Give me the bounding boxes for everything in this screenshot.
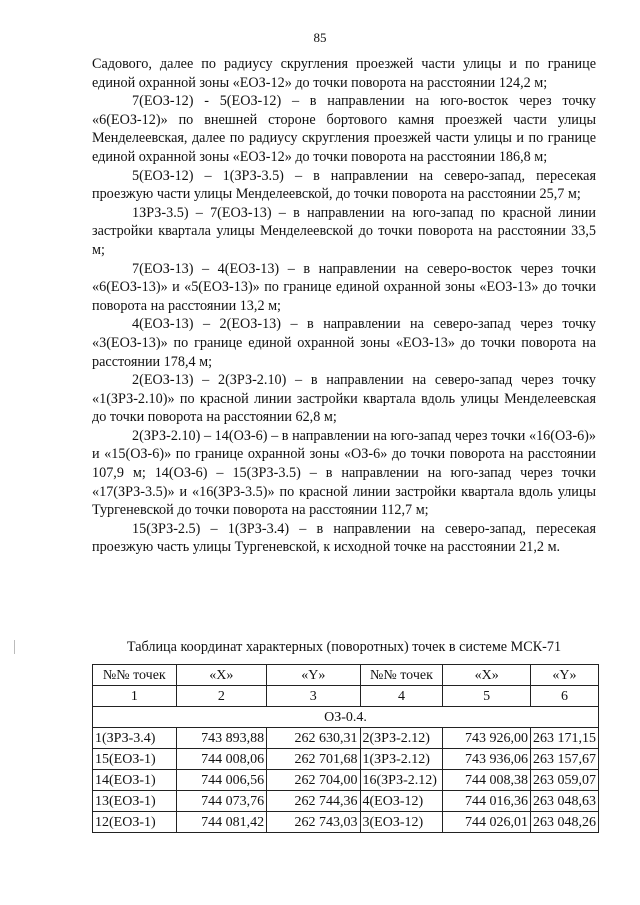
column-number: 5	[443, 686, 531, 707]
table-row	[93, 812, 599, 833]
header-cell: №№ точек	[93, 665, 177, 686]
column-number-row	[93, 686, 599, 707]
page-number: 85	[313, 30, 327, 45]
paragraph: 2(ЗРЗ-2.10) – 14(ОЗ-6) – в направлении на юго-запад через точки «16(ОЗ-6)» и «15(ОЗ-6)» по границе охранной зоны «ОЗ-6» до точки поворота на расстоянии 107,9 м; 14(ОЗ-6) – 15(ЗРЗ-3.5) – в направлении на юго-запад через точки «17(ЗРЗ-3.5)» и «16(ЗРЗ-3.5)» по красной линии застройки квартала вдоль улицы Тургеневской до точки поворота на расстоянии 112,7 м;	[92, 427, 596, 519]
header-cell: «Y»	[530, 665, 598, 686]
point-id: 1(ЗРЗ-2.12)	[360, 749, 443, 770]
paragraph: 4(ЕОЗ-13) – 2(ЕОЗ-13) – в направлении на северо-запад через точку «3(ЕОЗ-13)» по границе единой охранной зоны «ЕОЗ-13» до точки поворота на расстоянии 178,4 м;	[92, 316, 596, 370]
y-coordinate: 262 630,31	[267, 728, 360, 749]
y-coordinate: 262 743,03	[267, 812, 360, 833]
table-row	[93, 791, 599, 812]
column-number: 1	[93, 686, 177, 707]
section-row	[93, 707, 599, 728]
point-id: 4(ЕОЗ-12)	[360, 791, 443, 812]
y-coordinate: 263 171,15	[530, 728, 598, 749]
table-header-row	[93, 665, 599, 686]
paragraph: 5(ЕОЗ-12) – 1(ЗРЗ-3.5) – в направлении на северо-запад, пересекая проезжую части улицы Менделеевской, до точки поворота на расстоянии 25,7 м;	[92, 167, 596, 203]
table-caption: Таблица координат характерных (поворотных) точек в системе МСК-71	[126, 639, 562, 655]
header-cell: «X»	[443, 665, 531, 686]
column-number: 2	[176, 686, 266, 707]
margin-mark	[14, 640, 15, 654]
paragraph: 1ЗРЗ-3.5) – 7(ЕОЗ-13) – в направлении на юго-запад по красной линии застройки квартала улицы Менделеевской до точки поворота на расстоянии 33,5 м;	[92, 204, 596, 258]
y-coordinate: 263 157,67	[530, 749, 598, 770]
x-coordinate: 743 936,06	[443, 749, 531, 770]
point-id: 16(ЗРЗ-2.12)	[360, 770, 443, 791]
point-id: 15(ЕОЗ-1)	[93, 749, 177, 770]
x-coordinate: 744 016,36	[443, 791, 531, 812]
point-id: 1(ЗРЗ-3.4)	[93, 728, 177, 749]
point-id: 14(ЕОЗ-1)	[93, 770, 177, 791]
header-cell: «Y»	[267, 665, 360, 686]
point-id: 2(ЗРЗ-2.12)	[360, 728, 443, 749]
coordinates-table	[92, 664, 599, 833]
x-coordinate: 744 006,56	[176, 770, 266, 791]
paragraph: 7(ЕОЗ-12) - 5(ЕОЗ-12) – в направлении на юго-восток через точку «6(ЕОЗ-12)» по внешней стороне бортового камня проезжей части улицы Менделеевская, далее по радиусу скругления проезжей части улицы и по границе единой охранной зоны «ЕОЗ-12» до точки поворота на расстоянии 186,8 м;	[92, 93, 596, 165]
paragraph: 15(ЗРЗ-2.5) – 1(ЗРЗ-3.4) – в направлении на северо-запад, пересекая проезжую часть улицы Тургеневской, к исходной точке на расстоянии 21,2 м.	[92, 520, 596, 556]
paragraph: 2(ЕОЗ-13) – 2(ЗРЗ-2.10) – в направлении на северо-запад через точку «1(ЗРЗ-2.10)» по красной линии застройки квартала вдоль улицы Менделеевская до точки поворота на расстоянии 62,8 м;	[92, 372, 596, 426]
x-coordinate: 744 008,06	[176, 749, 266, 770]
paragraph: Садового, далее по радиусу скругления проезжей части улицы и по границе единой охранной зоны «ЕОЗ-12» до точки поворота на расстоянии 124,2 м;	[92, 56, 596, 91]
column-number: 6	[530, 686, 598, 707]
y-coordinate: 263 048,63	[530, 791, 598, 812]
x-coordinate: 744 073,76	[176, 791, 266, 812]
header-cell: «X»	[176, 665, 266, 686]
point-id: 12(ЕОЗ-1)	[93, 812, 177, 833]
x-coordinate: 744 008,38	[443, 770, 531, 791]
column-number: 3	[267, 686, 360, 707]
x-coordinate: 744 026,01	[443, 812, 531, 833]
header-cell: №№ точек	[360, 665, 443, 686]
x-coordinate: 744 081,42	[176, 812, 266, 833]
column-number: 4	[360, 686, 443, 707]
y-coordinate: 263 059,07	[530, 770, 598, 791]
y-coordinate: 263 048,26	[530, 812, 598, 833]
x-coordinate: 743 893,88	[176, 728, 266, 749]
x-coordinate: 743 926,00	[443, 728, 531, 749]
point-id: 3(ЕОЗ-12)	[360, 812, 443, 833]
section-label: ОЗ-0.4.	[93, 707, 599, 728]
y-coordinate: 262 744,36	[267, 791, 360, 812]
table-row	[93, 770, 599, 791]
body-text	[92, 55, 596, 557]
table-row	[93, 728, 599, 749]
y-coordinate: 262 704,00	[267, 770, 360, 791]
y-coordinate: 262 701,68	[267, 749, 360, 770]
paragraph: 7(ЕОЗ-13) – 4(ЕОЗ-13) – в направлении на северо-восток через точки «6(ЕОЗ-13)» и «5(ЕОЗ-13)» по границе единой охранной зоны «ЕОЗ-13» до точки поворота на расстоянии 13,2 м;	[92, 260, 596, 314]
table-row	[93, 749, 599, 770]
point-id: 13(ЕОЗ-1)	[93, 791, 177, 812]
